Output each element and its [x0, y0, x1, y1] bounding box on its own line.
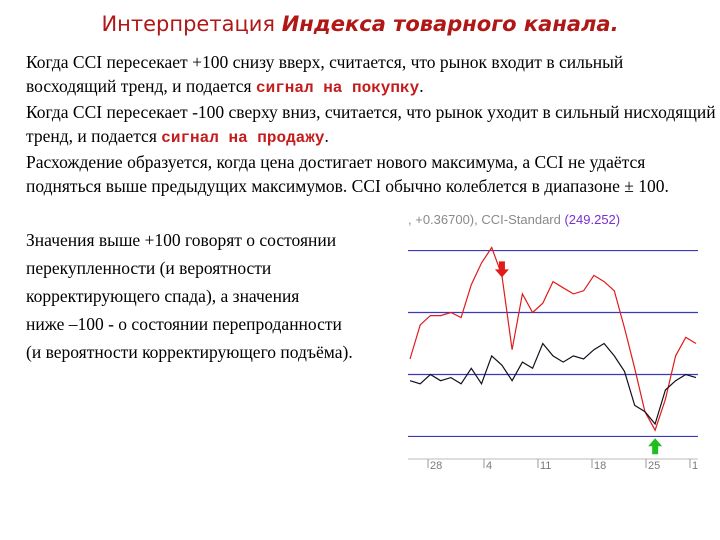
- x-ticks: [428, 459, 698, 472]
- p1-text: Когда CCI пересекает +100 снизу вверх, считается, что рынок входит в сильный восходящий тренд, и подается: [26, 52, 624, 96]
- paragraph-buy: [26, 50, 716, 100]
- p2-text: Когда CCI пересекает -100 сверху вниз, считается, что рынок уходит в сильный нисходящий тренд, и подается: [26, 102, 716, 146]
- chart-legend: [408, 212, 620, 227]
- paragraph-sell: [26, 100, 716, 150]
- p2-end: .: [324, 126, 329, 146]
- text-line-5: (и вероятности корректирующего подъёма).: [26, 342, 353, 362]
- slide-title: [0, 12, 720, 36]
- buy-signal-label: сигнал на покупку: [255, 79, 420, 97]
- sell-signal-label: сигнал на продажу: [161, 129, 325, 147]
- text-line-4: ниже –100 - о состоянии перепроданности: [26, 314, 342, 334]
- title-italic: Индекса товарного канала.: [281, 12, 619, 36]
- x-tick-label: 4: [486, 460, 493, 472]
- paragraph-divergence: Расхождение образуется, когда цена достигает нового максимума, а CCI не удаётся подняться выше предыдущих максимумов. CCI обычно колеблется в диапазоне ± 100.: [26, 152, 669, 196]
- legend-prefix: , +0.36700),: [408, 212, 482, 227]
- body-text: [26, 50, 716, 198]
- cci-line-red: [410, 248, 696, 431]
- level-lines: [408, 251, 698, 437]
- cci-chart: [408, 210, 698, 475]
- text-line-1: Значения выше +100 говорят о состоянии: [26, 230, 337, 250]
- legend-value: (249.252): [564, 212, 621, 227]
- legend-series: CCI-Standard: [481, 212, 565, 227]
- title-prefix: Интерпретация: [101, 12, 282, 36]
- text-line-2: перекупленности (и вероятности: [26, 258, 272, 278]
- cci-line-black: [410, 344, 696, 425]
- text-line-3: корректирующего спада), а значения: [26, 286, 300, 306]
- p1-end: .: [419, 76, 424, 96]
- buy-arrow-icon: [648, 438, 662, 454]
- x-tick-label: 11: [540, 460, 552, 472]
- x-tick-label: 25: [648, 460, 661, 472]
- x-tick-label: 28: [430, 460, 443, 472]
- series-lines: [410, 248, 696, 431]
- x-tick-label: 18: [594, 460, 607, 472]
- x-tick-label: 1: [692, 460, 698, 472]
